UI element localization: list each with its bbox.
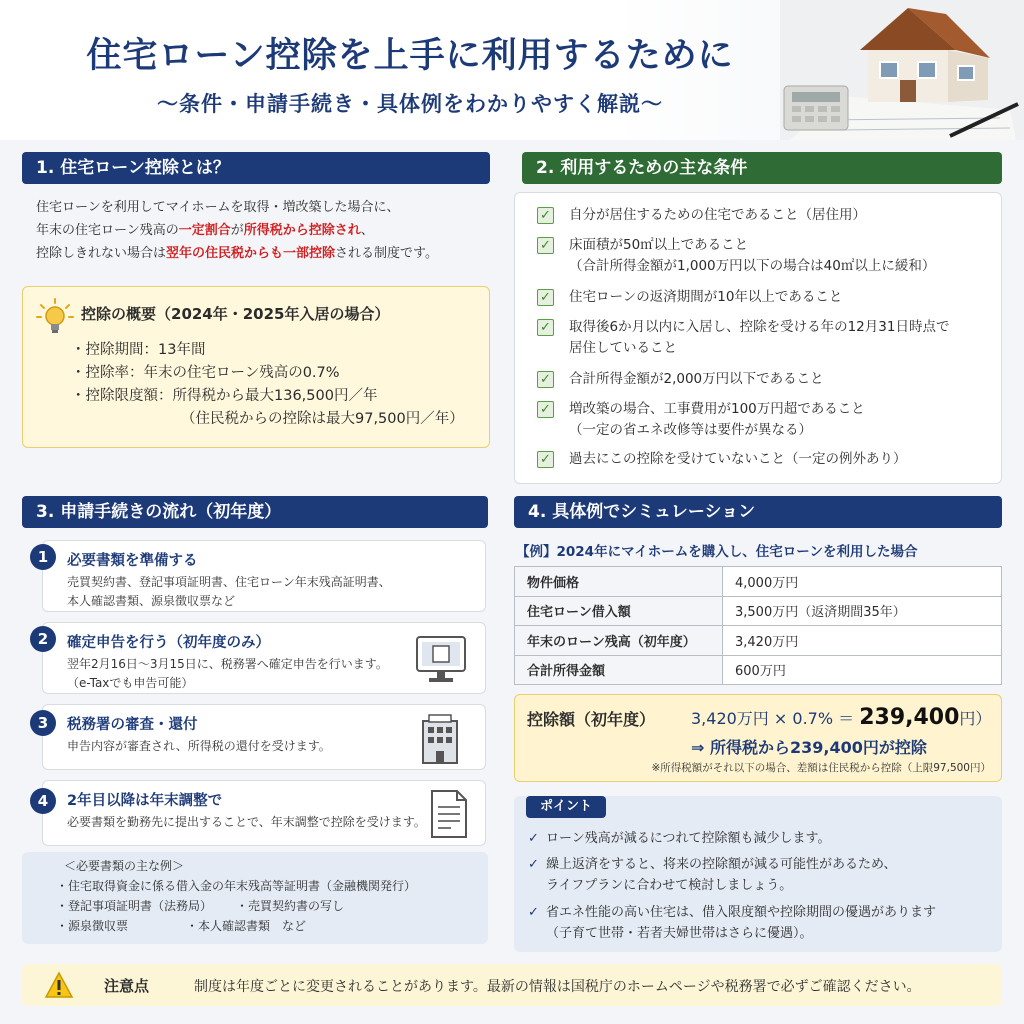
document-icon <box>429 789 469 839</box>
check-icon: ✓ <box>537 237 554 254</box>
calc-formula: 3,420万円 × 0.7% ＝ 239,400円） <box>691 705 992 730</box>
check-icon: ✓ <box>528 905 539 920</box>
office-building-icon <box>419 713 461 765</box>
condition-item: ✓ 自分が居住するための住宅であること（居住用） <box>537 205 866 226</box>
step-title: 税務署の審査・還付 <box>67 717 198 733</box>
calculation-box <box>514 694 1002 782</box>
section1-intro <box>36 196 496 265</box>
step-desc: 必要書類を勤務先に提出することで、年末調整で控除を受けます。 <box>67 815 426 829</box>
check-icon: ✓ <box>537 207 554 224</box>
caution-label: 注意点 <box>104 977 150 995</box>
step-number: 2 <box>30 626 56 652</box>
step-desc: 申告内容が審査され、所得税の還付を受けます。 <box>67 739 331 753</box>
condition-item: ✓ 取得後6か月以内に入居し、控除を受ける年の12月31日時点で 居住していること <box>537 317 949 359</box>
calc-note: ※所得税額がそれ以下の場合、差額は住民税から控除（上限97,500円） <box>651 762 991 774</box>
overview-list <box>71 339 464 431</box>
step-title: 2年目以降は年末調整で <box>67 793 223 809</box>
calc-result: ⇒ 所得税から239,400円が控除 <box>691 738 927 757</box>
overview-box <box>22 286 490 448</box>
condition-item: ✓ 合計所得金額が2,000万円以下であること <box>537 369 824 390</box>
docs-row: ・源泉徴収票 ・本人確認書類 など <box>56 919 307 933</box>
check-icon: ✓ <box>537 319 554 336</box>
table-row: 物件価格 4,000万円 <box>515 567 1002 597</box>
lightbulb-icon <box>35 297 75 337</box>
overview-item: ・控除限度額：所得税から最大136,500円／年 <box>71 388 378 404</box>
condition-item: ✓ 増改築の場合、工事費用が100万円超であること （一定の省エネ改修等は要件が異なる） <box>537 399 865 441</box>
warning-icon <box>44 971 74 999</box>
caution-bar <box>22 964 1002 1006</box>
condition-item: ✓ 過去にこの控除を受けていないこと（一定の例外あり） <box>537 449 907 470</box>
docs-item: ・住宅取得資金に係る借入金の年末残高等証明書（金融機関発行） <box>56 879 417 893</box>
check-icon: ✓ <box>537 289 554 306</box>
page-subtitle: 〜条件・申請手続き・具体例をわかりやすく解説〜 <box>157 92 663 116</box>
table-row: 年末のローン残高（初年度） 3,420万円 <box>515 626 1002 656</box>
header <box>0 0 1024 140</box>
step-number: 4 <box>30 788 56 814</box>
step-desc: 翌年2月16日〜3月15日に、税務署へ確定申告を行います。 （e-Taxでも申告可能） <box>67 657 388 690</box>
house-illustration <box>780 0 1024 140</box>
docs-row: ・登記事項証明書（法務局） ・売買契約書の写し <box>56 899 345 913</box>
step-card <box>42 540 486 612</box>
step-number: 1 <box>30 544 56 570</box>
intro-line: 年末の住宅ローン残高の一定割合が所得税から控除され、 <box>36 223 374 238</box>
overview-item: （住民税からの控除は最大97,500円／年） <box>181 411 464 427</box>
step-title: 確定申告を行う（初年度のみ） <box>67 635 270 651</box>
check-icon: ✓ <box>537 371 554 388</box>
section3-heading: 3. 申請手続きの流れ（初年度） <box>22 496 488 528</box>
simulation-table <box>514 566 1002 685</box>
condition-item: ✓ 住宅ローンの返済期間が10年以上であること <box>537 287 842 308</box>
point-item: ✓ ローン残高が減るにつれて控除額も減少します。 <box>528 828 830 849</box>
check-icon: ✓ <box>528 857 539 872</box>
point-item: ✓ 省エネ性能の高い住宅は、借入限度額や控除期間の優遇があります （子育て世帯・若者夫婦世帯はさらに優遇）。 <box>528 902 936 944</box>
required-documents-box <box>22 852 488 944</box>
points-box <box>514 796 1002 952</box>
step-number: 3 <box>30 710 56 736</box>
intro-line: 住宅ローンを利用してマイホームを取得・増改築した場合に、 <box>36 200 400 215</box>
section4-heading: 4. 具体例でシミュレーション <box>514 496 1002 528</box>
point-item: ✓ 繰上返済をすると、将来の控除額が減る可能性があるため、 ライフプランに合わせて検討しましょう。 <box>528 854 896 896</box>
points-tag: ポイント <box>526 796 606 818</box>
overview-title: 控除の概要（2024年・2025年入居の場合） <box>81 305 390 323</box>
step-card <box>42 704 486 770</box>
page-title: 住宅ローン控除を上手に利用するために <box>86 36 734 76</box>
overview-item: ・控除率：年末の住宅ローン残高の0.7% <box>71 365 340 381</box>
conditions-box <box>514 192 1002 484</box>
calc-label: 控除額（初年度） <box>527 710 656 729</box>
check-icon: ✓ <box>537 451 554 468</box>
section2-heading: 2. 利用するための主な条件 <box>522 152 1002 184</box>
intro-line: 控除しきれない場合は翌年の住民税からも一部控除される制度です。 <box>36 246 438 261</box>
computer-icon <box>415 635 467 685</box>
step-card <box>42 622 486 694</box>
step-card <box>42 780 486 846</box>
caution-text: 制度は年度ごとに変更されることがあります。最新の情報は国税庁のホームページや税務署で必ずご確認ください。 <box>194 979 921 995</box>
overview-item: ・控除期間：13年間 <box>71 342 206 358</box>
check-icon: ✓ <box>537 401 554 418</box>
check-icon: ✓ <box>528 831 539 846</box>
table-row: 住宅ローン借入額 3,500万円（返済期間35年） <box>515 596 1002 626</box>
step-desc: 売買契約書、登記事項証明書、住宅ローン年末残高証明書、 本人確認書類、源泉徴収票など <box>67 575 391 608</box>
step-title: 必要書類を準備する <box>67 553 198 569</box>
table-row: 合計所得金額 600万円 <box>515 655 1002 685</box>
example-title: 【例】2024年にマイホームを購入し、住宅ローンを利用した場合 <box>516 544 918 560</box>
docs-title: ＜必要書類の主な例＞ <box>64 859 185 873</box>
section1-heading: 1. 住宅ローン控除とは？ <box>22 152 490 184</box>
condition-item: ✓ 床面積が50㎡以上であること （合計所得金額が1,000万円以下の場合は40㎡以上に緩和） <box>537 235 935 277</box>
